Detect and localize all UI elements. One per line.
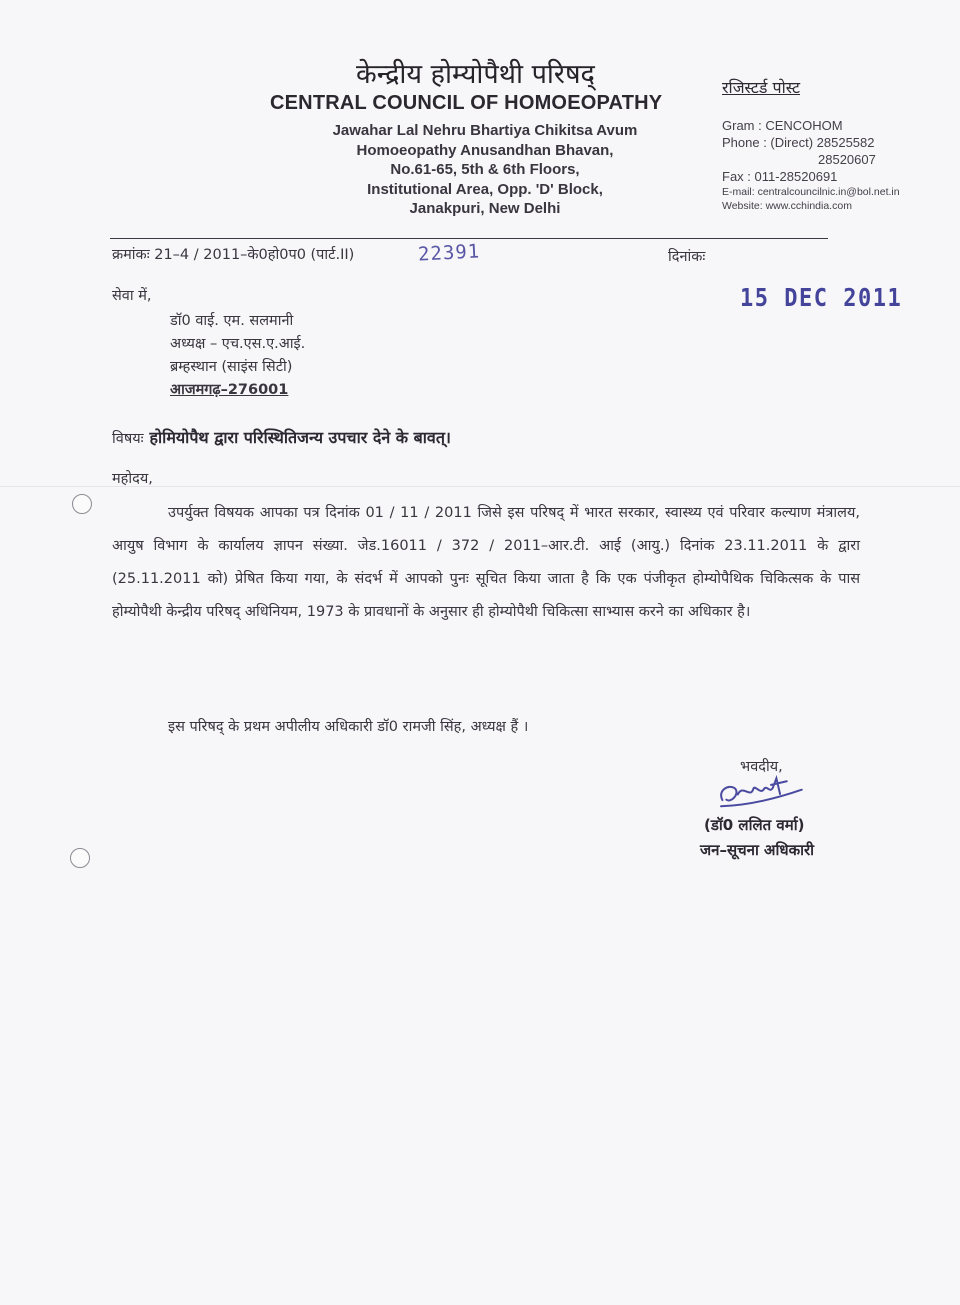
council-address: [280, 121, 690, 219]
address-line: No.61-65, 5th & 6th Floors,: [390, 161, 580, 178]
recipient-line: अध्यक्ष – एच.एस.ए.आई.: [170, 336, 306, 352]
reference-number: क्रमांकः 21–4 / 2011–के0हो0प0 (पार्ट.II): [112, 247, 355, 263]
closing: भवदीय,: [740, 759, 783, 775]
contact-block: [722, 117, 900, 213]
body-paragraph: उपर्युक्त विषयक आपका पत्र दिनांक 01 / 11 / 2011 जिसे इस परिषद् में भारत सरकार, स्वास्थ्य एवं परिवार कल्याण मंत्रालय, आयुष विभाग के कार्यालय ज्ञापन संख्या. जेड.16011 / 372 / 2011–आर.टी. आई (आयु.) दिनांक 23.11.2011 के द्वारा (25.11.2011 को) प्रेषित किया गया, के संदर्भ में आपको पुनः सूचित किया जाता है कि एक पंजीकृत होम्योपैथिक चिकित्सक के पास होम्योपैथी केन्द्रीय परिषद् अधिनियम, 1973 के प्रावधानों के अनुसार ही होम्योपैथी चिकित्सा साभ्यास करने का अधिकार है।: [112, 505, 860, 620]
council-title-hindi: केन्द्रीय होम्योपैथी परिषद्: [356, 59, 595, 90]
subject-text: होमियोपैथ द्वारा परिस्थितिजन्य उपचार देने के बावत्।: [149, 428, 452, 447]
registered-post-label: रजिस्टर्ड पोस्ट: [722, 78, 801, 97]
subject-line: [112, 426, 451, 448]
header-divider: [110, 238, 828, 239]
date-label: दिनांकः: [668, 249, 706, 265]
date-stamp: 15 DEC 2011: [740, 284, 903, 313]
website-line: Website: www.cchindia.com: [722, 200, 852, 212]
address-line: Jawahar Lal Nehru Bhartiya Chikitsa Avum: [332, 122, 638, 139]
subject-label: विषयः: [112, 431, 144, 447]
punch-hole: [70, 848, 90, 868]
signatory-name: (डॉ0 ललित वर्मा): [704, 816, 805, 834]
email-line: E-mail: centralcouncilnic.in@bol.net.in: [722, 186, 900, 198]
handwritten-dispatch-number: 22391: [417, 240, 481, 266]
council-title-english: CENTRAL COUNCIL OF HOMOEOPATHY: [270, 92, 663, 114]
signature-scribble: [714, 769, 807, 812]
address-line: Janakpuri, New Delhi: [409, 200, 561, 217]
punch-hole: [72, 494, 92, 514]
fax-line: Fax : 011-28520691: [722, 169, 838, 184]
recipient-city: आजमगढ़–276001: [170, 382, 289, 398]
salutation: सेवा में,: [112, 288, 152, 304]
gram-line: Gram : CENCOHOM: [722, 118, 843, 133]
phone-line: Phone : (Direct) 28525582: [722, 135, 875, 150]
signatory-designation: जन–सूचना अधिकारी: [700, 841, 815, 859]
address-line: Institutional Area, Opp. 'D' Block,: [367, 180, 603, 198]
phone-line-2: 28520607: [818, 152, 876, 167]
recipient-line: डॉ0 वाई. एम. सलमानी: [170, 313, 294, 329]
greeting: महोदय,: [112, 471, 153, 487]
handwritten-signature: [714, 769, 808, 819]
recipient-line: ब्रम्हस्थान (साइंस सिटी): [170, 359, 293, 375]
appellate-officer-note: इस परिषद् के प्रथम अपीलीय अधिकारी डॉ0 रामजी सिंह, अध्यक्ष हैं ।: [168, 719, 529, 735]
recipient-address: [170, 310, 305, 402]
address-line: Homoeopathy Anusandhan Bhavan,: [356, 141, 614, 159]
